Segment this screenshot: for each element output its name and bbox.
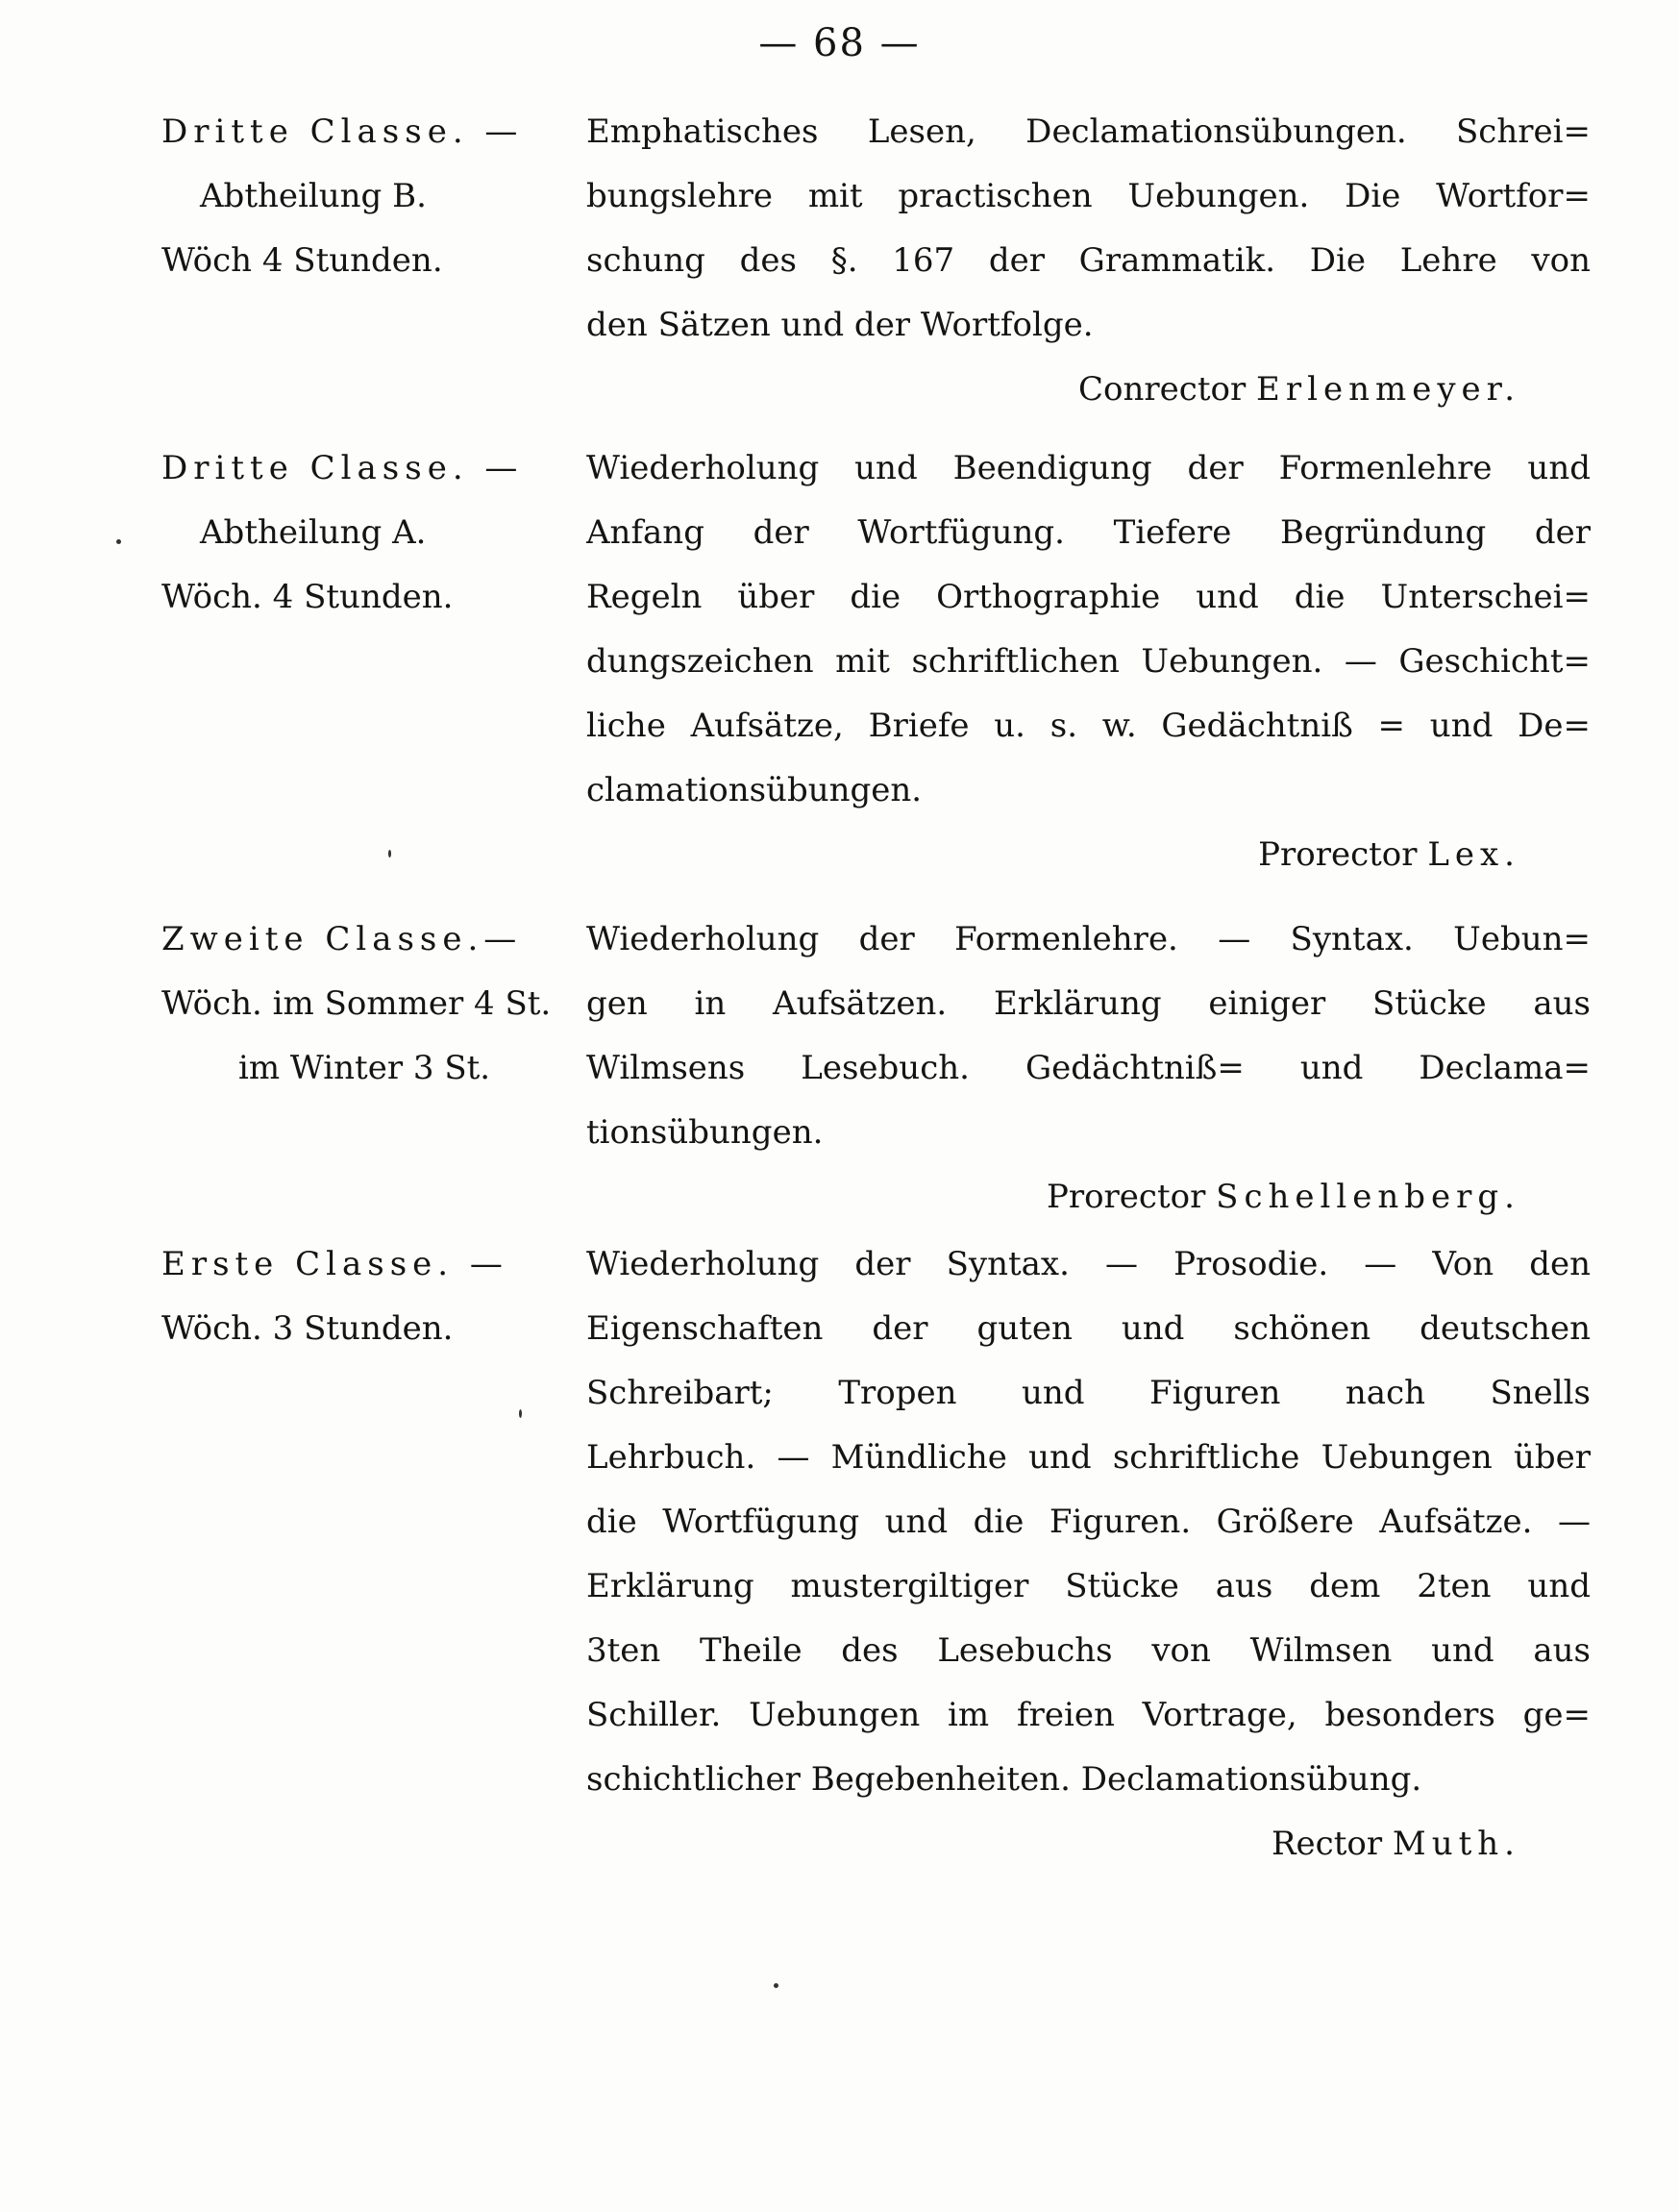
section-label bbox=[161, 100, 584, 293]
ink-speck bbox=[116, 539, 121, 544]
teacher-signature bbox=[1258, 823, 1520, 887]
teacher-signature bbox=[1047, 1165, 1520, 1230]
teacher-name: Muth. bbox=[1392, 1825, 1520, 1863]
weekly-hours-winter: im Winter 3 St. bbox=[238, 1049, 491, 1087]
weekly-hours-summer: Wöch. im Sommer 4 St. bbox=[161, 984, 552, 1023]
teacher-signature bbox=[1078, 358, 1520, 422]
body-line: den Sätzen und der Wortfolge. bbox=[586, 306, 1094, 344]
body-line: Schreibart; Tropen und Figuren nach Snells bbox=[586, 1374, 1591, 1412]
section-label bbox=[161, 436, 584, 630]
body-line: Eigenschaften der guten und schönen deutschen bbox=[586, 1309, 1591, 1348]
body-line: Wiederholung und Beendigung der Formenlehre und bbox=[586, 449, 1591, 487]
body-line: Regeln über die Orthographie und die Unterschei= bbox=[586, 578, 1591, 616]
body-line: Schiller. Uebungen im freien Vortrage, besonders ge= bbox=[586, 1696, 1591, 1734]
body-line: bungslehre mit practischen Uebungen. Die Wortfor= bbox=[586, 177, 1591, 215]
teacher-title: Prorector bbox=[1046, 1178, 1206, 1216]
body-line: Erklärung mustergiltiger Stücke aus dem 2ten und bbox=[586, 1567, 1591, 1605]
section-body bbox=[586, 907, 1591, 1165]
page-number: — 68 — bbox=[758, 21, 921, 65]
section-body bbox=[586, 1232, 1591, 1812]
body-line: Wiederholung der Formenlehre. — Syntax. Uebun= bbox=[586, 920, 1591, 958]
body-line: schichtlicher Begebenheiten. Declamationsübung. bbox=[586, 1760, 1422, 1799]
body-line: Lehrbuch. — Mündliche und schriftliche Uebungen über bbox=[586, 1438, 1591, 1477]
ink-speck bbox=[519, 1409, 522, 1418]
weekly-hours: Wöch. 4 Stunden. bbox=[161, 578, 454, 616]
teacher-name: Schellenberg. bbox=[1216, 1178, 1520, 1216]
class-name: Dritte Classe. — bbox=[161, 449, 524, 487]
body-line: die Wortfügung und die Figuren. Größere Aufsätze. — bbox=[586, 1503, 1591, 1541]
body-line: tionsübungen. bbox=[586, 1113, 824, 1152]
weekly-hours: Wöch 4 Stunden. bbox=[161, 241, 443, 280]
body-line: Wilmsens Lesebuch. Gedächtniß= und Declama= bbox=[586, 1049, 1591, 1087]
teacher-title: Prorector bbox=[1258, 835, 1418, 874]
teacher-title: Rector bbox=[1271, 1825, 1383, 1863]
body-line: liche Aufsätze, Briefe u. s. w. Gedächtniß = und De= bbox=[586, 707, 1591, 745]
class-name: Zweite Classe.— bbox=[161, 920, 523, 958]
teacher-name: Erlenmeyer. bbox=[1256, 370, 1520, 409]
body-line: gen in Aufsätzen. Erklärung einiger Stücke aus bbox=[586, 984, 1591, 1023]
section-label bbox=[161, 1232, 584, 1361]
teacher-signature bbox=[1272, 1812, 1520, 1876]
body-line: Wiederholung der Syntax. — Prosodie. — Von den bbox=[586, 1245, 1591, 1283]
class-name: Erste Classe. — bbox=[161, 1245, 508, 1283]
section-body bbox=[586, 436, 1591, 823]
section-label bbox=[161, 907, 584, 1101]
division-name: Abtheilung B. bbox=[200, 177, 427, 215]
body-line: clamationsübungen. bbox=[586, 771, 923, 809]
class-name: Dritte Classe. — bbox=[161, 112, 524, 151]
section-body bbox=[586, 100, 1591, 358]
body-line: 3ten Theile des Lesebuchs von Wilmsen und aus bbox=[586, 1631, 1591, 1670]
body-line: Anfang der Wortfügung. Tiefere Begründung der bbox=[586, 513, 1591, 552]
body-line: Emphatisches Lesen, Declamationsübungen. Schrei= bbox=[586, 112, 1591, 151]
teacher-title: Conrector bbox=[1078, 370, 1247, 409]
body-line: schung des §. 167 der Grammatik. Die Lehre von bbox=[586, 241, 1591, 280]
teacher-name: Lex. bbox=[1427, 835, 1520, 874]
division-name: Abtheilung A. bbox=[200, 513, 427, 552]
body-line: dungszeichen mit schriftlichen Uebungen. — Geschicht= bbox=[586, 642, 1591, 681]
ink-speck bbox=[388, 850, 391, 857]
weekly-hours: Wöch. 3 Stunden. bbox=[161, 1309, 454, 1348]
ink-speck bbox=[774, 1983, 778, 1988]
